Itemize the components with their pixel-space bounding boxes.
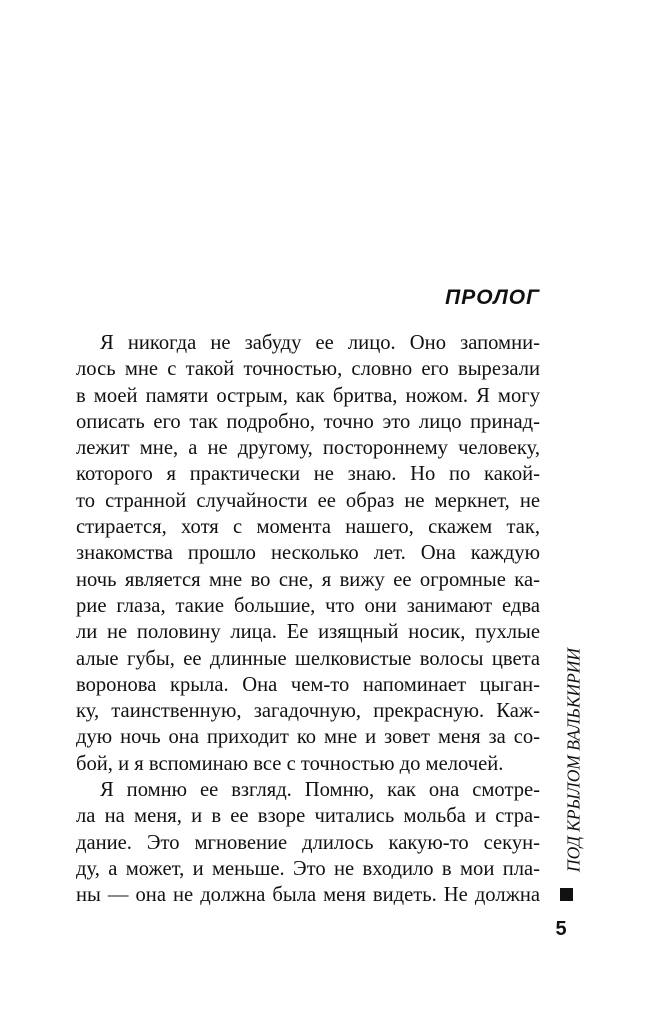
text-line: в моей памяти острым, как бритва, ножом. Я могу	[76, 384, 540, 407]
text-line: ду, а может, и меньше. Это не входило в мои пла-	[76, 857, 540, 880]
text-line: знакомства прошло несколько лет. Она каждую	[76, 542, 540, 565]
square-marker-icon	[560, 888, 573, 901]
text-line: которого я практически не знаю. Но по какой-	[76, 463, 540, 486]
text-line: Я никогда не забуду ее лицо. Оно запомни-	[100, 332, 540, 354]
text-line: ла на меня, и в ее взоре читались мольба и стра-	[76, 805, 540, 828]
text-line: ны — она не должна была меня видеть. Не должна	[76, 884, 540, 907]
text-line: Я помню ее взгляд. Помню, как она смотре-	[100, 779, 540, 802]
text-line: лось мне с такой точностью, словно его вырезали	[76, 358, 540, 381]
text-line: дание. Это мгновение длилось какую-то секун-	[76, 831, 540, 854]
text-line: стирается, хотя с момента нашего, скажем так,	[76, 516, 540, 539]
body-text	[76, 330, 540, 909]
text-line: ку, таинственную, загадочную, прекрасную. Каж-	[76, 700, 540, 723]
text-line: алые губы, ее длинные шелковистые волосы цвета	[76, 647, 540, 670]
page-number: 5	[555, 918, 567, 940]
chapter-title: ПРОЛОГ	[445, 286, 540, 309]
running-title	[564, 634, 584, 886]
text-line: бой, и я вспоминаю все с точностью до мелочей.	[76, 752, 504, 775]
text-line: то странной случайности ее образ не меркнет, не	[76, 489, 540, 512]
text-line: воронова крыла. Она чем-то напоминает цыган-	[76, 673, 540, 696]
text-line: ли не половину лица. Ее изящный носик, пухлые	[76, 621, 540, 644]
text-line: рие глаза, такие большие, что они занимают едва	[76, 594, 540, 617]
text-line: ночь является мне во сне, я вижу ее огромные ка-	[76, 568, 540, 591]
book-title: ПОД КРЫЛОМ ВАЛЬКИРИИ	[563, 647, 584, 873]
text-line: лежит мне, а не другому, постороннему человеку,	[76, 437, 540, 460]
text-line: описать его так подробно, точно это лицо принад-	[76, 410, 540, 433]
text-line: дую ночь она приходит ко мне и зовет меня за со-	[76, 726, 540, 749]
